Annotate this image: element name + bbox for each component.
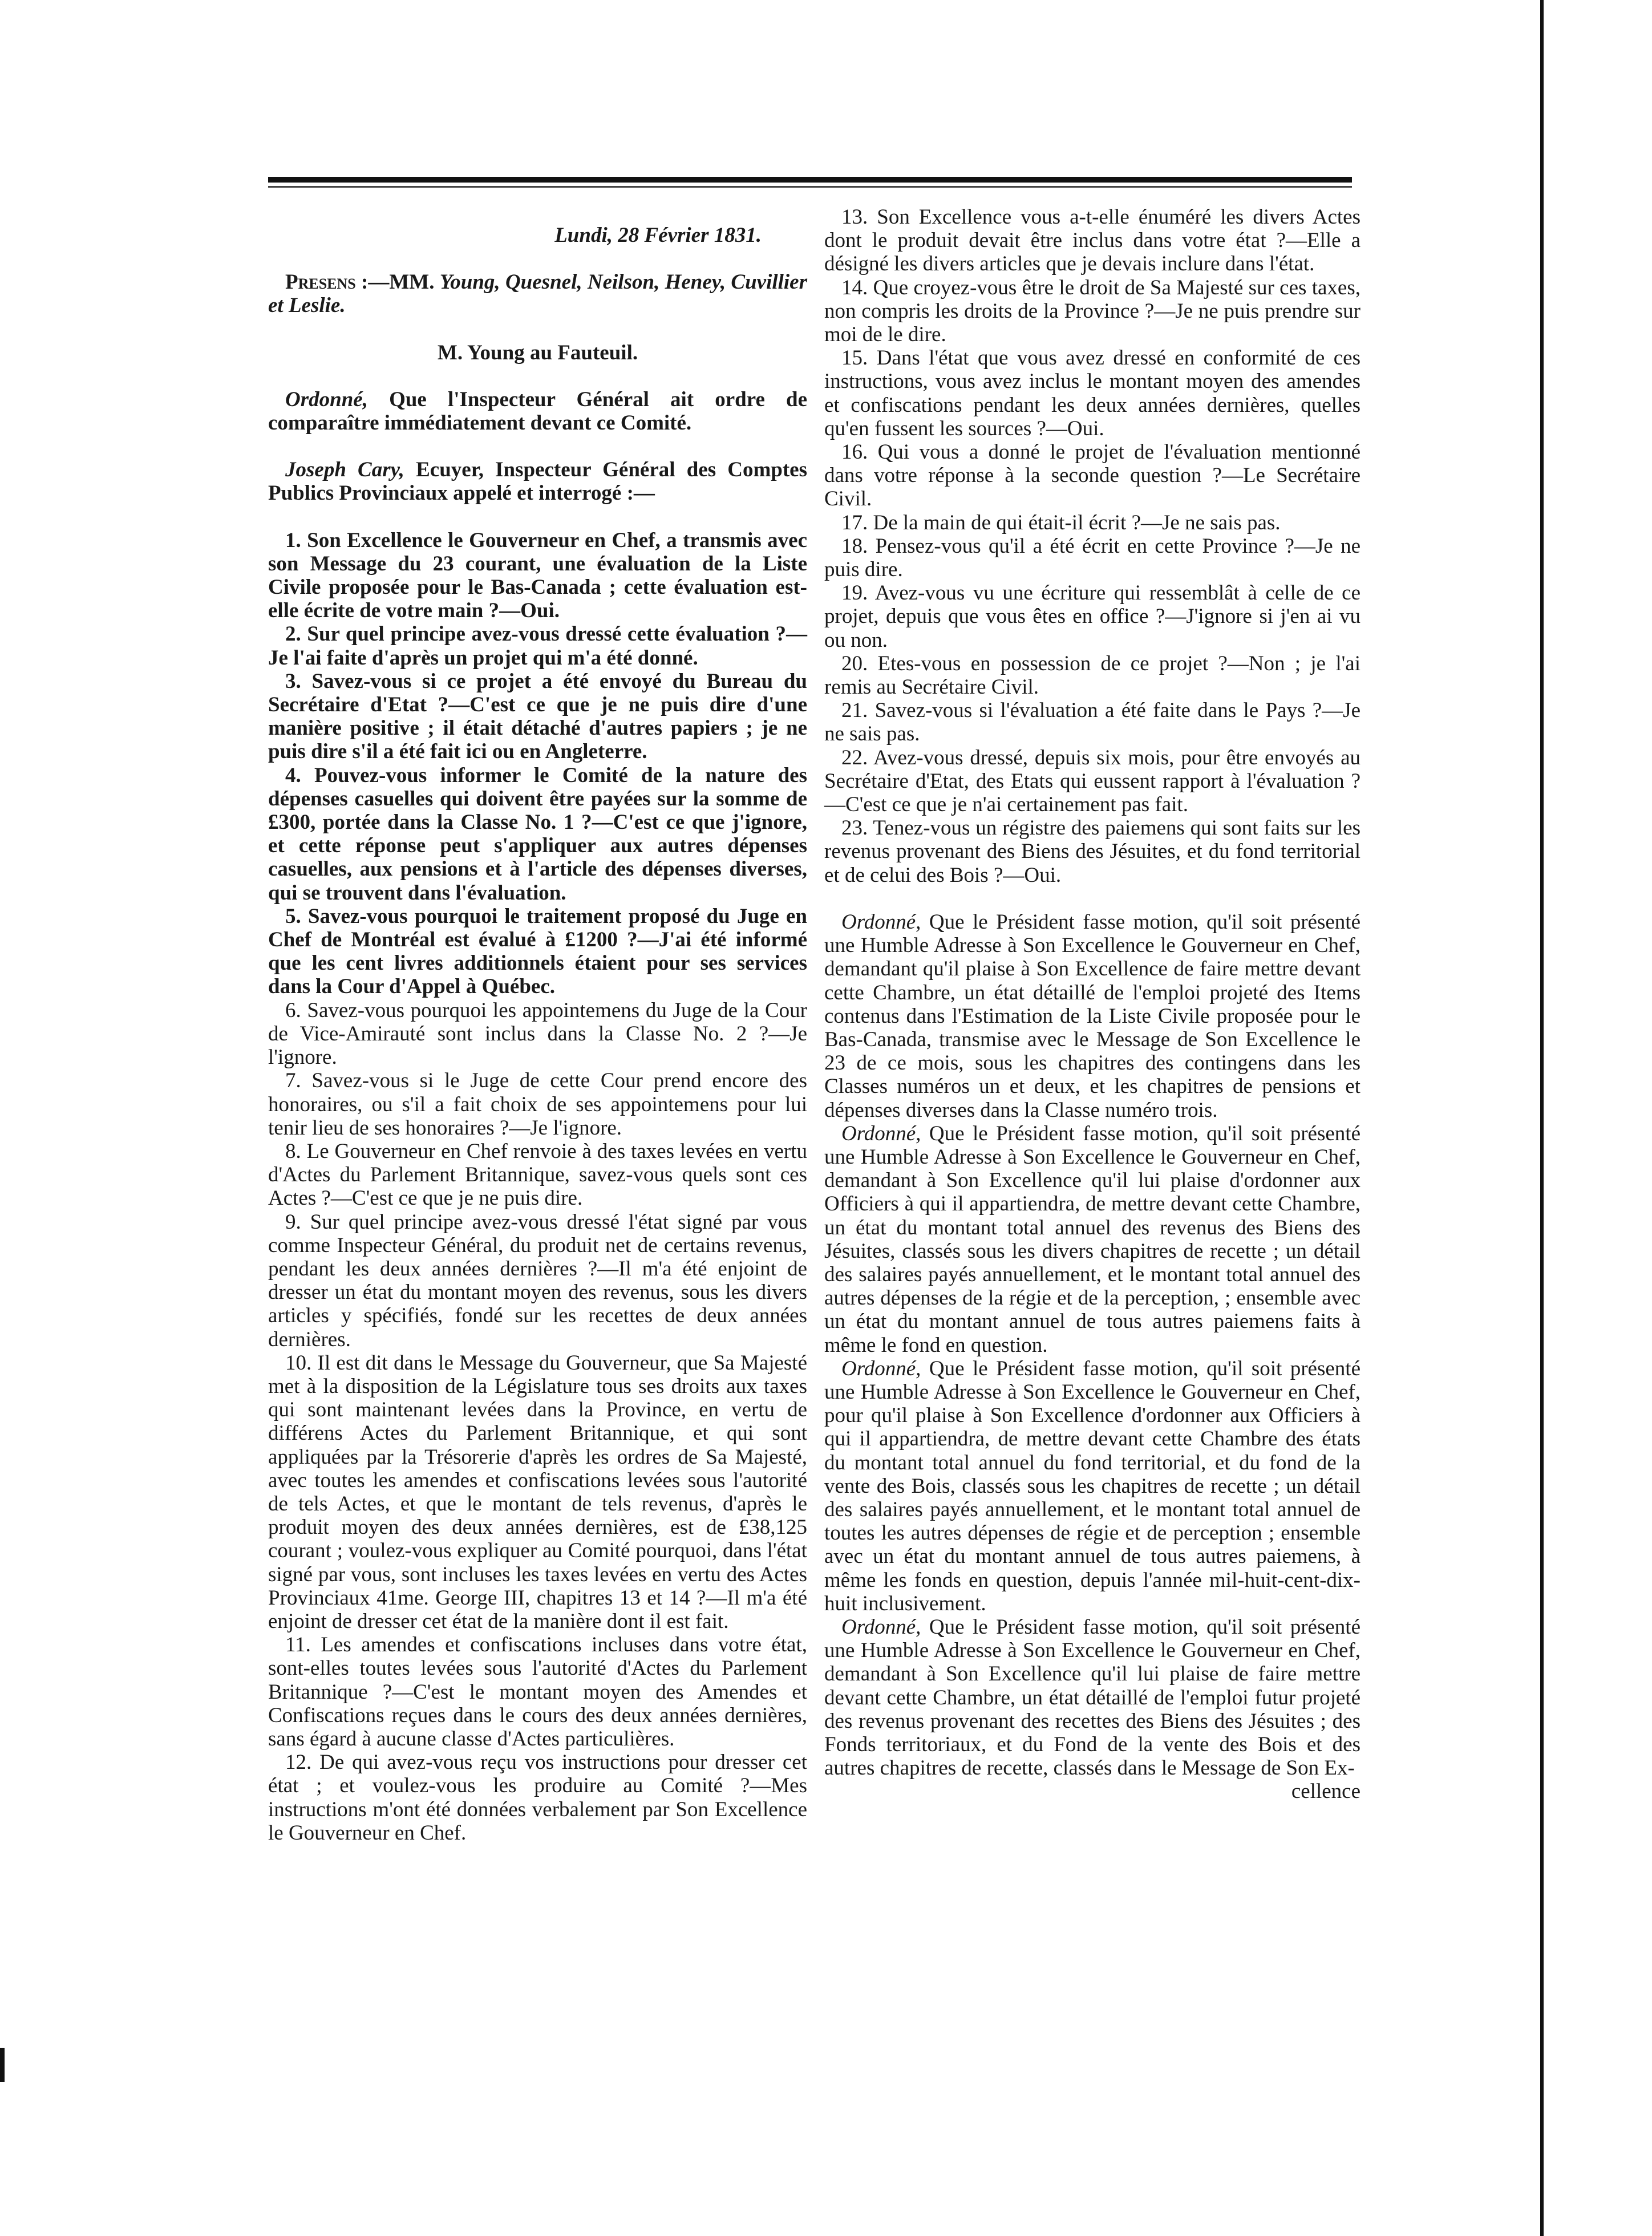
question-17: 17. De la main de qui était-il écrit ?—Je ne sais pas. [841,511,1281,534]
order-summon-text: Que l'Inspecteur Général ait ordre de comparaître immédiatement devant ce Comité. [268,387,807,435]
question-23: 23. Tenez-vous un régistre des paiemens qui sont faits sur les revenus provenant des Biens des Jésuites, et du fond territorial et de celui des Bois ?—Oui. [824,816,1361,887]
page-edge-rule [1540,0,1544,2236]
question-2: 2. Sur quel principe avez-vous dressé cette évaluation ?—Je l'ai faite d'après un projet qui m'a été donné. [268,622,807,670]
question-5: 5. Savez-vous pourquoi le traitement proposé du Juge en Chef de Montréal est évalué à £1200 ?—J'ai été informé que les cent livres additionnels étaient pour ses services dans la Cour d'Appel à Québec. [268,904,807,999]
ordonne-word: Ordonné, [841,1356,921,1380]
header-rule [268,177,1352,183]
question-18: 18. Pensez-vous qu'il a été écrit en cette Province ?—Je ne puis dire. [824,534,1361,582]
question-13: 13. Son Excellence vous a-t-elle énuméré les divers Actes dont le produit devait être inclus dans votre état ?—Elle a désigné les divers articles que je devais inclure dans l'état. [824,205,1361,276]
question-11: 11. Les amendes et confiscations incluses dans votre état, sont-elles toutes levées sous l'autorité d'Actes du Parlement Britannique ?—C'est le montant moyen des Amendes et Confiscations reçues dans le cours des deux années dernières, sans égard à aucune classe d'Actes particulières. [268,1633,807,1751]
question-10: 10. Il est dit dans le Message du Gouverneur, que Sa Majesté met à la disposition de la Législature tous ses droits aux taxes qui sont maintenant levées dans la Province, en vertu de différens Actes du Parlement Britannique, et qui sont appliquées par la Trésorerie d'après les ordres de Sa Majesté, avec toutes les amendes et confiscations levées sous l'autorité de tels Actes, et que le montant de tels revenus, d'après le produit moyen des deux années dernières, est de £38,125 courant ; voulez-vous expliquer au Comité pourquoi, dans l'état signé par vous, sont incluses les taxes levées en vertu des Actes Provinciaux 41me. George III, chapitres 13 et 14 ?—Il m'a été enjoint de dresser cet état de la manière dont il est fait. [268,1351,807,1633]
order-address-1 [824,910,1361,1122]
question-14: 14. Que croyez-vous être le droit de Sa Majesté sur ces taxes, non compris les droits de la Province ?—Je ne puis prendre sur moi de le dire. [824,276,1361,347]
question-12: 12. De qui avez-vous reçu vos instructions pour dresser cet état ; et voulez-vous les produire au Comité ?—Mes instructions m'ont été données verbalement par Son Excellence le Gouverneur en Chef. [268,1751,807,1845]
question-7: 7. Savez-vous si le Juge de cette Cour prend encore des honoraires, ou s'il a fait choix de ses appointemens pour lui tenir lieu de ses honoraires ?—Je l'ignore. [268,1069,807,1140]
catchword: cellence [1291,1780,1361,1804]
question-4: 4. Pouvez-vous informer le Comité de la nature des dépenses casuelles qui doivent être payées sur la somme de £300, portée dans la Classe No. 1 ?—C'est ce que j'ignore, et cette réponse peut s'appliquer aux autres dépenses casuelles, aux pensions et à l'article des dépenses diverses, qui se trouvent dans l'évaluation. [268,763,807,905]
right-column [824,205,1361,1804]
question-6: 6. Savez-vous pourquoi les appointemens du Juge de la Cour de Vice-Amirauté sont inclus dans la Classe No. 2 ?—Je l'ignore. [268,998,807,1070]
chair-line: M. Young au Fauteuil. [437,341,638,364]
scan-margin-mark [0,2048,5,2082]
presens-names: Young, Quesnel, Neilson, Heney, Cuvillier et Leslie. [268,270,808,318]
question-1: 1. Son Excellence le Gouverneur en Chef, a transmis avec son Message du 23 courant, une évaluation de la Liste Civile proposée pour le Bas-Canada ; cette évaluation est-elle écrite de votre main ?—Oui. [268,528,807,623]
order-address-2-text: Que le Président fasse motion, qu'il soit présenté une Humble Adresse à Son Excellence le Gouverneur en Chef, demandant à Son Excellence qu'il lui plaise d'ordonner aux Officiers à qui il appartiendra, de mettre devant cette Chambre, un état du montant total annuel des revenus des Biens des Jésuites, classés sous les divers chapitres de recette ; un détail des salaires payés annuellement, et le montant total annuel des autres dépenses de la régie et de la perception, ; ensemble avec un état du montant annuel de tous autres paiemens faits à même le fond en question. [824,1121,1361,1357]
presens-label: Presens :—MM. [285,270,435,294]
ordonne-word: Ordonné, [285,387,368,411]
order-address-4-text: Que le Président fasse motion, qu'il soit présenté une Humble Adresse à Son Excellence le Gouverneur en Chef, demandant à Son Excellence qu'il lui plaise de faire mettre devant cette Chambre, un état détaillé de l'emploi futur projeté des revenus provenant des recettes des Biens des Jésuites ; des Fonds territoriaux, et du Fond de la vente des Bois et des autres chapitres de recette, classés dans le Message de Son Ex- [824,1615,1361,1780]
witness-name: Joseph Cary, [285,458,404,482]
ordonne-word: Ordonné, [841,910,921,934]
ordonne-word: Ordonné, [841,1615,921,1639]
header-rule-thin [268,186,1352,188]
question-3: 3. Savez-vous si ce projet a été envoyé du Bureau du Secrétaire d'Etat ?—C'est ce que je ne puis dire d'une manière positive ; il était détaché d'autres papiers ; je ne puis dire s'il a été fait ici ou en Angleterre. [268,669,807,764]
witness-intro-text: Ecuyer, Inspecteur Général des Comptes Publics Provinciaux appelé et interrogé :— [268,458,808,505]
question-20: 20. Etes-vous en possession de ce projet ?—Non ; je l'ai remis au Secrétaire Civil. [824,651,1361,699]
order-address-3 [824,1357,1361,1615]
order-address-2 [824,1122,1361,1357]
question-19: 19. Avez-vous vu une écriture qui ressemblât à celle de ce projet, depuis que vous êtes en office ?—J'ignore si j'en ai vu ou non. [824,581,1361,652]
order-address-3-text: Que le Président fasse motion, qu'il soit présenté une Humble Adresse à Son Excellence le Gouverneur en Chef, pour qu'il plaise à Son Excellence d'ordonner aux Officiers à qui il appartiendra, de mettre devant cette Chambre des états du montant total annuel du fond territorial, et du fond de la vente des Bois, classés sous les chapitres de recette ; un détail des salaires payés annuellement, et le montant total annuel de toutes les autres dépenses de régie et de perception ; ensemble avec un état du montant annuel de tous autres paiemens, à même les fonds en question, depuis l'année mil-huit-cent-dix-huit inclusivement. [824,1356,1361,1615]
ordonne-word: Ordonné, [841,1121,921,1145]
question-16: 16. Qui vous a donné le projet de l'évaluation mentionné dans votre réponse à la seconde question ?—Le Secrétaire Civil. [824,440,1361,511]
witness-intro [268,458,807,505]
question-9: 9. Sur quel principe avez-vous dressé l'état signé par vous comme Inspecteur Général, du produit net de certains revenus, pendant les deux années dernières ?—Il m'a été enjoint de dresser un état du montant moyen des revenus, sous les divers articles y spécifiés, fondé sur les recettes de deux années dernières. [268,1210,807,1351]
left-column [268,205,807,1845]
question-22: 22. Avez-vous dressé, depuis six mois, pour être envoyés au Secrétaire d'Etat, des Etats qui eussent rapport à l'évaluation ?—C'est ce que je n'ai certainement pas fait. [824,746,1361,817]
question-21: 21. Savez-vous si l'évaluation a été faite dans le Pays ?—Je ne sais pas. [824,699,1361,746]
order-address-4 [824,1615,1361,1780]
order-summon [268,388,807,435]
question-8: 8. Le Gouverneur en Chef renvoie à des taxes levées en vertu d'Actes du Parlement Britannique, savez-vous quels sont ces Actes ?—C'est ce que je ne puis dire. [268,1139,807,1210]
members-present [268,270,807,317]
sitting-date: Lundi, 28 Février 1831. [554,224,762,247]
order-address-1-text: Que le Président fasse motion, qu'il soit présenté une Humble Adresse à Son Excellence le Gouverneur en Chef, demandant qu'il plaise à Son Excellence de faire mettre devant cette Chambre, un état détaillé de l'emploi projeté des Items contenus dans l'Estimation de la Liste Civile proposée pour le Bas-Canada, transmise avec le Message de Son Excellence le 23 de ce mois, sous les chapitres des contingens dans les Classes numéros un et deux, et les chapitres de pensions et dépenses diverses dans la Classe numéro trois. [824,910,1361,1122]
question-15: 15. Dans l'état que vous avez dressé en conformité de ces instructions, vous avez inclus le montant moyen des amendes et confiscations pendant les deux années dernières, quelles qu'en fussent les sources ?—Oui. [824,346,1361,440]
